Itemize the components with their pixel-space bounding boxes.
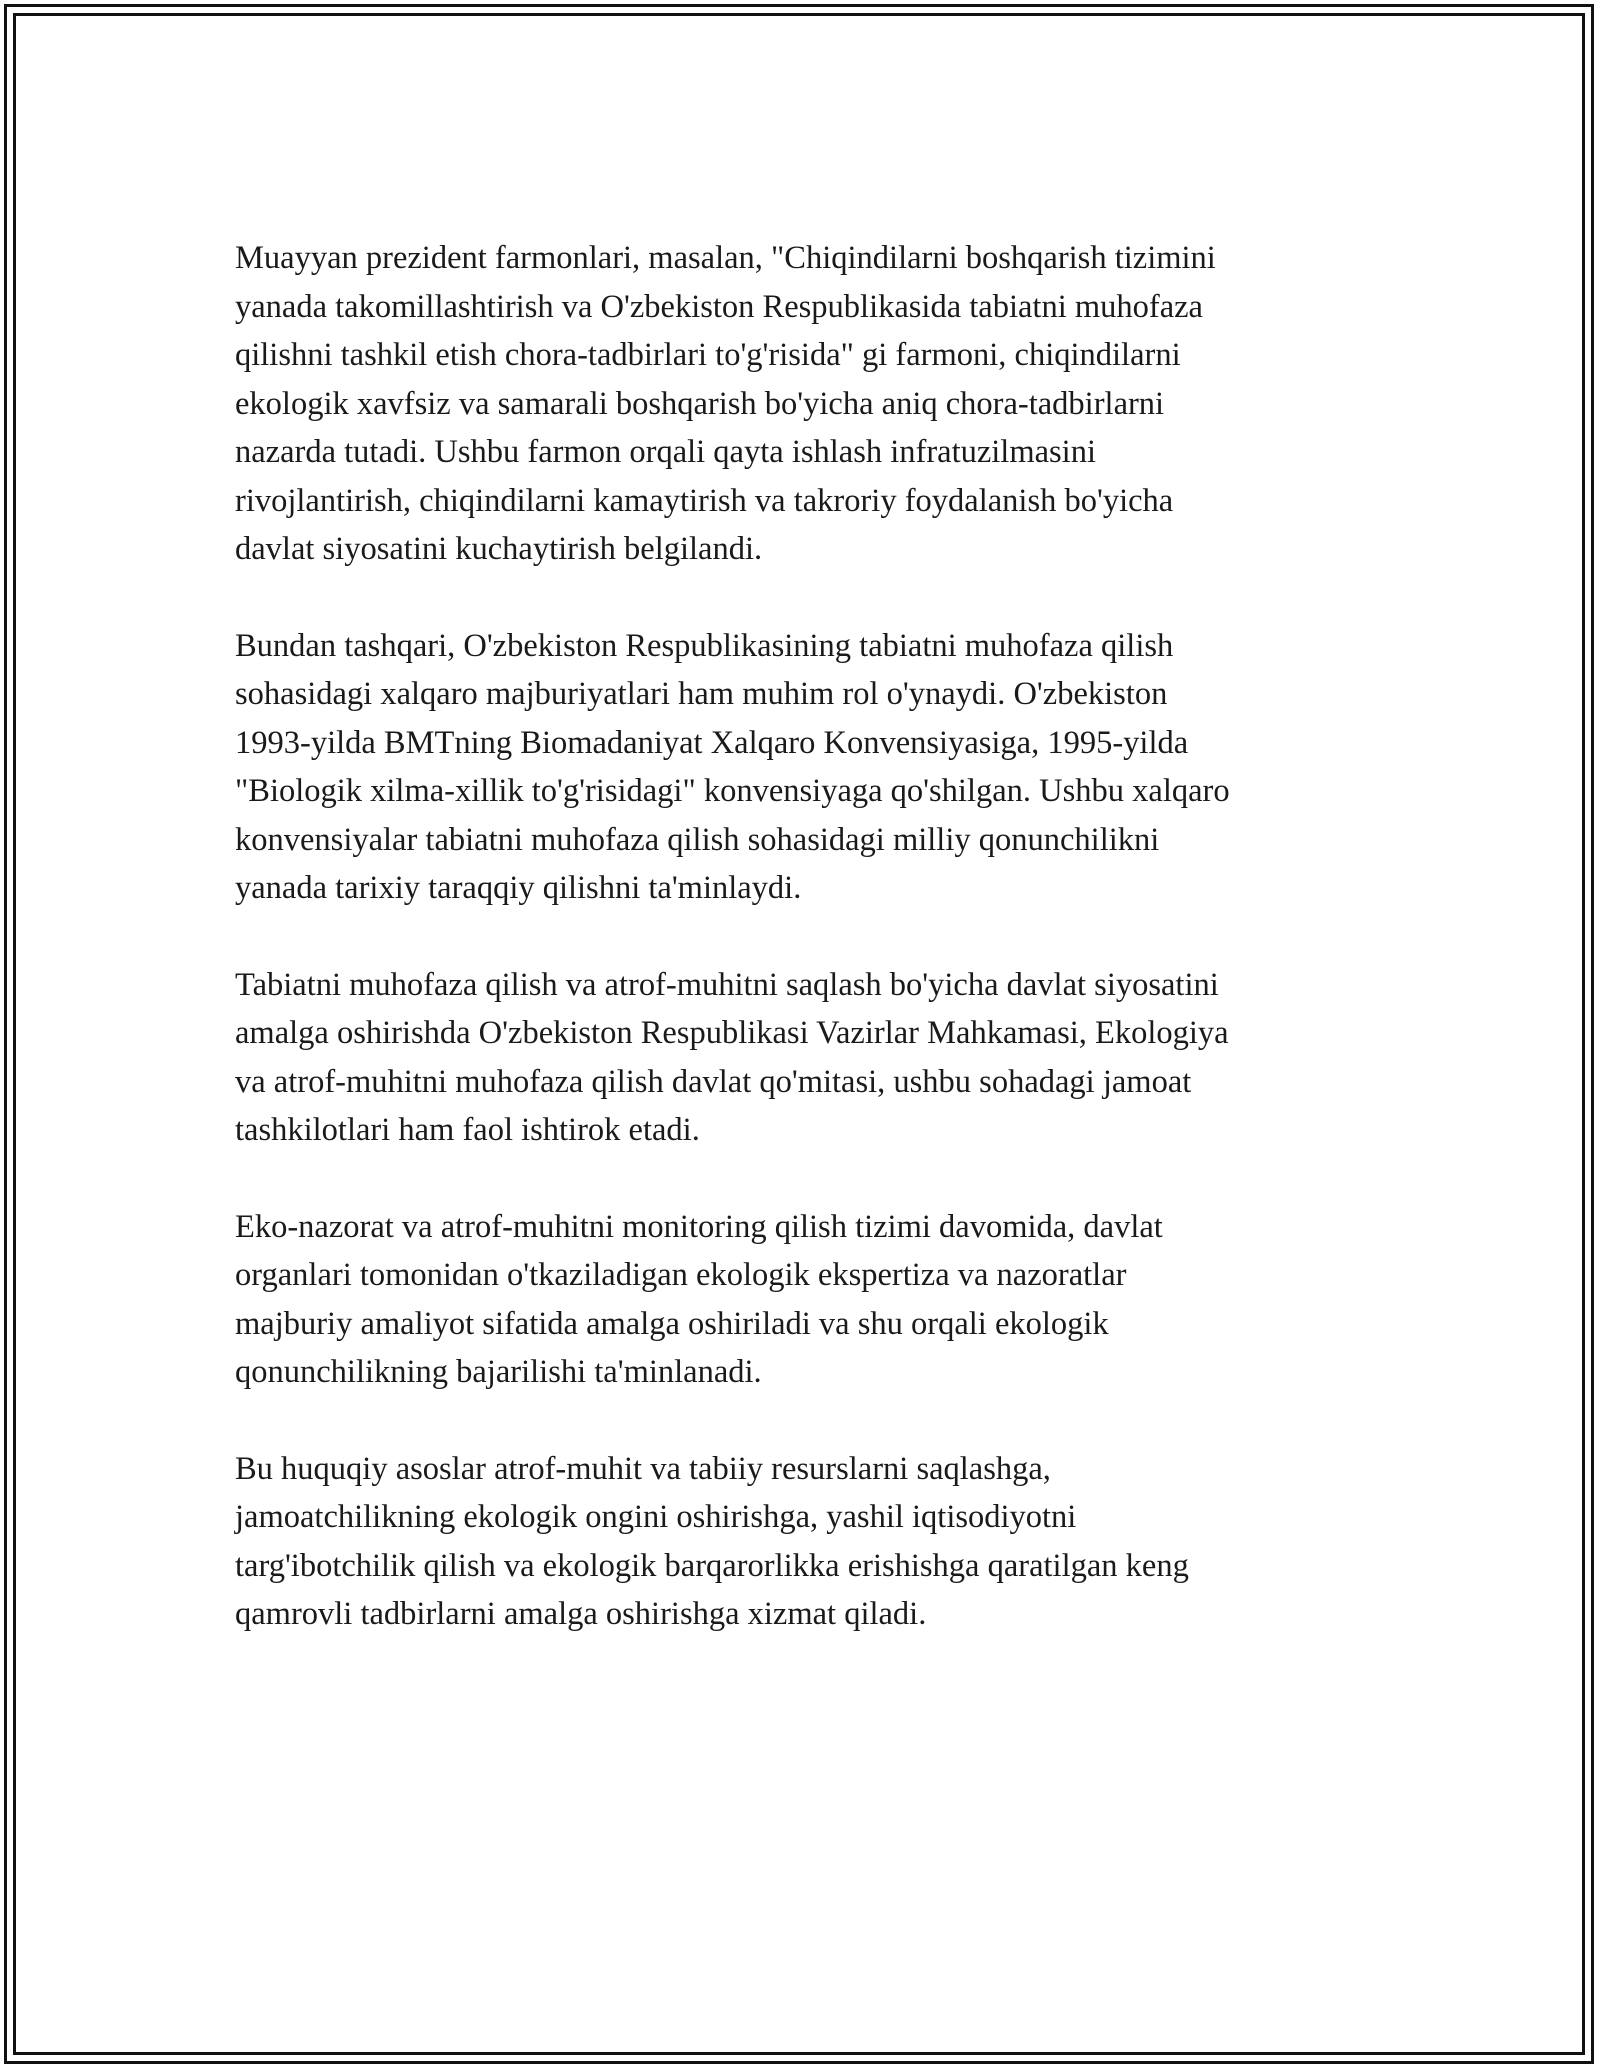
paragraph-3: Tabiatni muhofaza qilish va atrof-muhitni saqlash bo'yicha davlat siyosatini amalga oshirishda O'zbekiston Respublikasi Vazirlar Mahkamasi, Ekologiya va atrof-muhitni muhofaza qilish davlat qo'mitasi, ushbu sohadagi jamoat tashkilotlari ham faol ishtirok etadi. [235, 966, 1229, 1148]
paragraph-5: Bu huquqiy asoslar atrof-muhit va tabiiy resurslarni saqlashga, jamoatchilikning ekologik ongini oshirishga, yashil iqtisodiyotni targ'ibotchilik qilish va ekologik barqarorlikka erishishga qaratilgan keng qamrovli tadbirlarni amalga oshirishga xizmat qiladi. [235, 1450, 1189, 1632]
paragraph-4: Eko-nazorat va atrof-muhitni monitoring qilish tizimi davomida, davlat organlari tomonidan o'tkaziladigan ekologik ekspertiza va nazoratlar majburiy amaliyot sifatida amalga oshiriladi va shu orqali ekologik qonunchilikning bajarilishi ta'minlanadi. [235, 1208, 1163, 1390]
paragraph-1: Muayyan prezident farmonlari, masalan, "Chiqindilarni boshqarish tizimini yanada takomillashtirish va O'zbekiston Respublikasida tabiatni muhofaza qilishni tashkil etish chora-tadbirlari to'g'risida" gi farmoni, chiqindilarni ekologik xavfsiz va samarali boshqarish bo'yicha aniq chora-tadbirlarni nazarda tutadi. Ushbu farmon orqali qayta ishlash infratuzilmasini rivojlantirish, chiqindilarni kamaytirish va takroriy foydalanish bo'yicha davlat siyosatini kuchaytirish belgilandi. [235, 240, 1216, 567]
document-body [235, 234, 1370, 1687]
paragraph-2: Bundan tashqari, O'zbekiston Respublikasining tabiatni muhofaza qilish sohasidagi xalqaro majburiyatlari ham muhim rol o'ynaydi. O'zbekiston 1993-yilda BMTning Biomadaniyat Xalqaro Konvensiyasiga, 1995-yilda "Biologik xilma-xillik to'g'risidagi" konvensiyaga qo'shilgan. Ushbu xalqaro konvensiyalar tabiatni muhofaza qilish sohasidagi milliy qonunchilikni yanada tarixiy taraqqiy qilishni ta'minlaydi. [235, 627, 1230, 906]
